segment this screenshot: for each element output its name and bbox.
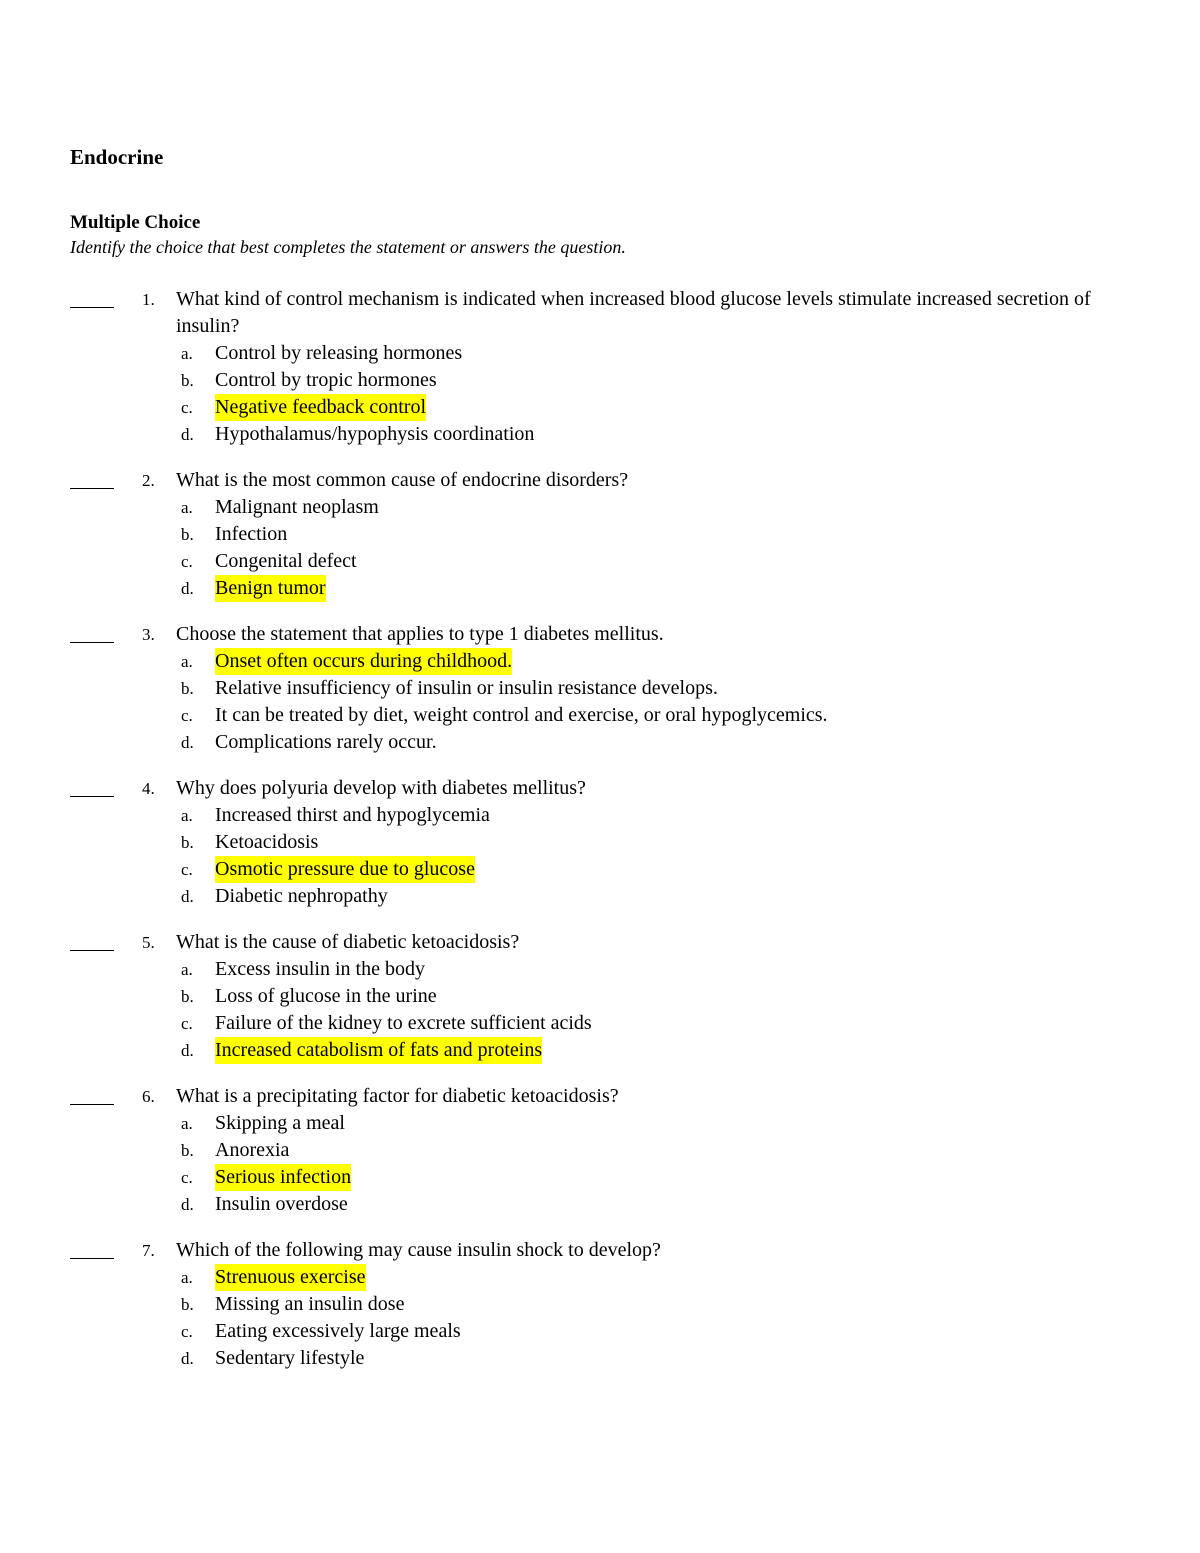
question-1 — [70, 286, 1130, 448]
question-1-choice-d[interactable] — [176, 421, 1130, 448]
choice-letter: b. — [181, 525, 194, 544]
choice-text: It can be treated by diet, weight control and exercise, or oral hypoglycemics. — [215, 704, 828, 726]
answer-blank[interactable] — [70, 621, 114, 648]
question-2-choice-d[interactable] — [176, 575, 1130, 602]
choice-text: Skipping a meal — [215, 1112, 345, 1134]
answer-blank[interactable] — [70, 929, 114, 956]
question-number-cell — [114, 286, 176, 313]
choice-text: Loss of glucose in the urine — [215, 985, 437, 1007]
question-number: 2. — [142, 471, 155, 490]
question-body — [176, 775, 1130, 910]
choice-text: Diabetic nephropathy — [215, 885, 388, 907]
choice-letter: d. — [181, 1041, 194, 1060]
question-number: 5. — [142, 933, 155, 952]
question-stem: Which of the following may cause insulin shock to develop? — [176, 1239, 661, 1261]
question-5-choice-b[interactable] — [176, 983, 1130, 1010]
question-5-choice-d[interactable] — [176, 1037, 1130, 1064]
question-6-choice-a[interactable] — [176, 1110, 1130, 1137]
question-body — [176, 1237, 1130, 1372]
choice-text: Congenital defect — [215, 550, 357, 572]
question-number: 4. — [142, 779, 155, 798]
choice-letter: b. — [181, 371, 194, 390]
choice-letter: a. — [181, 1268, 193, 1287]
choice-letter: b. — [181, 833, 194, 852]
question-4-choice-a[interactable] — [176, 802, 1130, 829]
question-6-choice-c[interactable] — [176, 1164, 1130, 1191]
question-7-choice-c[interactable] — [176, 1318, 1130, 1345]
choice-letter: c. — [181, 860, 193, 879]
question-number: 6. — [142, 1087, 155, 1106]
choice-text: Serious infection — [215, 1164, 351, 1191]
choice-letter: a. — [181, 498, 193, 517]
question-7 — [70, 1237, 1130, 1372]
answer-blank[interactable] — [70, 286, 114, 313]
question-number: 1. — [142, 290, 155, 309]
choice-text: Excess insulin in the body — [215, 958, 425, 980]
choice-text: Control by releasing hormones — [215, 342, 463, 364]
question-4-choice-d[interactable] — [176, 883, 1130, 910]
choice-text: Insulin overdose — [215, 1193, 348, 1215]
question-list — [70, 286, 1130, 1372]
question-7-choice-a[interactable] — [176, 1264, 1130, 1291]
choice-letter: c. — [181, 1014, 193, 1033]
choice-letter: d. — [181, 425, 194, 444]
choice-text: Onset often occurs during childhood. — [215, 648, 512, 675]
question-4 — [70, 775, 1130, 910]
choice-text: Hypothalamus/hypophysis coordination — [215, 423, 535, 445]
choice-list — [176, 1264, 1130, 1372]
question-2-choice-a[interactable] — [176, 494, 1130, 521]
question-2 — [70, 467, 1130, 602]
question-number: 3. — [142, 625, 155, 644]
instructions-text: Identify the choice that best completes the statement or answers the question. — [70, 237, 626, 257]
question-6-choice-b[interactable] — [176, 1137, 1130, 1164]
choice-letter: d. — [181, 1195, 194, 1214]
section-title: Multiple Choice — [70, 212, 201, 233]
answer-blank[interactable] — [70, 1237, 114, 1264]
choice-letter: d. — [181, 579, 194, 598]
question-stem: What is a precipitating factor for diabetic ketoacidosis? — [176, 1085, 619, 1107]
choice-text: Increased thirst and hypoglycemia — [215, 804, 490, 826]
choice-text: Control by tropic hormones — [215, 369, 437, 391]
choice-letter: a. — [181, 960, 193, 979]
choice-text: Strenuous exercise — [215, 1264, 366, 1291]
question-2-choice-b[interactable] — [176, 521, 1130, 548]
choice-letter: b. — [181, 679, 194, 698]
choice-list — [176, 494, 1130, 602]
question-1-choice-c[interactable] — [176, 394, 1130, 421]
choice-text: Missing an insulin dose — [215, 1293, 405, 1315]
question-2-choice-c[interactable] — [176, 548, 1130, 575]
answer-blank[interactable] — [70, 1083, 114, 1110]
question-5 — [70, 929, 1130, 1064]
question-5-choice-a[interactable] — [176, 956, 1130, 983]
choice-letter: b. — [181, 987, 194, 1006]
question-stem: What kind of control mechanism is indicated when increased blood glucose levels stimulate increased secretion of insulin? — [176, 288, 1091, 337]
choice-list — [176, 956, 1130, 1064]
question-body — [176, 1083, 1130, 1218]
choice-letter: c. — [181, 1168, 193, 1187]
document-page — [70, 140, 1130, 1372]
question-3-choice-a[interactable] — [176, 648, 1130, 675]
choice-text: Eating excessively large meals — [215, 1320, 461, 1342]
question-7-choice-b[interactable] — [176, 1291, 1130, 1318]
choice-letter: d. — [181, 733, 194, 752]
choice-text: Negative feedback control — [215, 394, 426, 421]
question-number-cell — [114, 1237, 176, 1264]
question-4-choice-c[interactable] — [176, 856, 1130, 883]
question-number: 7. — [142, 1241, 155, 1260]
answer-blank[interactable] — [70, 775, 114, 802]
document-title: Endocrine — [70, 145, 164, 169]
choice-text: Sedentary lifestyle — [215, 1347, 365, 1369]
question-number-cell — [114, 467, 176, 494]
choice-letter: b. — [181, 1141, 194, 1160]
choice-letter: a. — [181, 652, 193, 671]
question-5-choice-c[interactable] — [176, 1010, 1130, 1037]
choice-text: Ketoacidosis — [215, 831, 319, 853]
choice-text: Anorexia — [215, 1139, 290, 1161]
choice-text: Malignant neoplasm — [215, 496, 379, 518]
choice-letter: d. — [181, 887, 194, 906]
choice-text: Failure of the kidney to excrete sufficient acids — [215, 1012, 592, 1034]
choice-letter: c. — [181, 1322, 193, 1341]
question-body — [176, 929, 1130, 1064]
choice-text: Infection — [215, 523, 288, 545]
choice-text: Complications rarely occur. — [215, 731, 437, 753]
choice-text: Benign tumor — [215, 575, 326, 602]
question-6 — [70, 1083, 1130, 1218]
question-1-choice-b[interactable] — [176, 367, 1130, 394]
choice-letter: b. — [181, 1295, 194, 1314]
choice-letter: c. — [181, 398, 193, 417]
choice-list — [176, 1110, 1130, 1218]
choice-letter: c. — [181, 706, 193, 725]
question-number-cell — [114, 775, 176, 802]
question-3-choice-c[interactable] — [176, 702, 1130, 729]
choice-text: Increased catabolism of fats and proteins — [215, 1037, 542, 1064]
question-4-choice-b[interactable] — [176, 829, 1130, 856]
choice-list — [176, 340, 1130, 448]
choice-letter: a. — [181, 1114, 193, 1133]
question-3-choice-d[interactable] — [176, 729, 1130, 756]
choice-letter: d. — [181, 1349, 194, 1368]
question-stem: Choose the statement that applies to type 1 diabetes mellitus. — [176, 623, 664, 645]
choice-letter: c. — [181, 552, 193, 571]
question-3-choice-b[interactable] — [176, 675, 1130, 702]
choice-letter: a. — [181, 344, 193, 363]
question-body — [176, 467, 1130, 602]
question-7-choice-d[interactable] — [176, 1345, 1130, 1372]
question-6-choice-d[interactable] — [176, 1191, 1130, 1218]
question-stem: What is the most common cause of endocrine disorders? — [176, 469, 629, 491]
question-stem: Why does polyuria develop with diabetes mellitus? — [176, 777, 586, 799]
choice-text: Relative insufficiency of insulin or insulin resistance develops. — [215, 677, 718, 699]
choice-text: Osmotic pressure due to glucose — [215, 856, 475, 883]
question-number-cell — [114, 621, 176, 648]
question-1-choice-a[interactable] — [176, 340, 1130, 367]
choice-list — [176, 802, 1130, 910]
question-number-cell — [114, 1083, 176, 1110]
question-number-cell — [114, 929, 176, 956]
choice-list — [176, 648, 1130, 756]
choice-letter: a. — [181, 806, 193, 825]
question-body — [176, 621, 1130, 756]
answer-blank[interactable] — [70, 467, 114, 494]
question-body — [176, 286, 1130, 448]
question-3 — [70, 621, 1130, 756]
question-stem: What is the cause of diabetic ketoacidosis? — [176, 931, 520, 953]
